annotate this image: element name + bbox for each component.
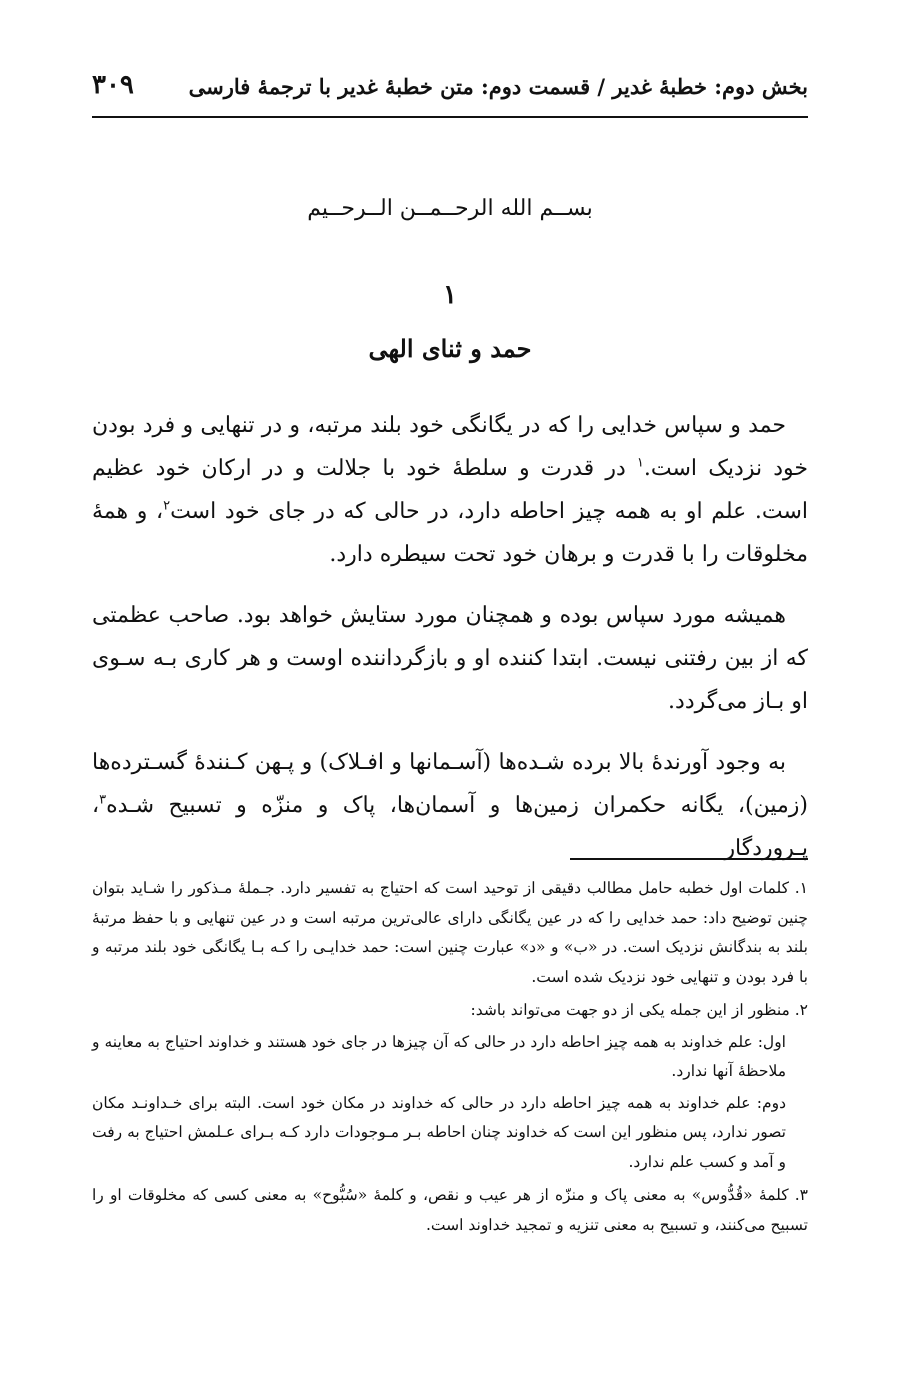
footnote-rule xyxy=(570,858,808,860)
footnote-3: ۳. کلمهٔ «قُدُّوس» به معنی پاک و منزّه از هر عیب و نقص، و کلمهٔ «سُبُّوح» به معنی کسی که مخلوقات او را تسبیح می‌کنند، و تسبیح به معنی تنزیه و تمجید خداوند است. xyxy=(92,1186,808,1234)
section-title: حمد و ثنای الهی xyxy=(368,334,532,363)
footnote-ref-3[interactable]: ۳ xyxy=(99,792,107,808)
footnote-ref-2[interactable]: ۲ xyxy=(163,498,171,514)
paragraph-1-part-3: ، و همهٔ مخلوقات را با قدرت و برهان خود تحت سیطره دارد. xyxy=(92,499,808,567)
section-number: ۱ xyxy=(443,280,457,310)
paragraph-3-part-1: به وجود آورندهٔ بالا برده شـده‌ها (آسـمانها و افـلاک) و پـهن کـنندهٔ گسـترده‌ها (زمین)، یگانه حکمران زمین‌ها و آسمان‌ها، پاک و منزّه و تسبیح شـده xyxy=(92,750,808,818)
body-text xyxy=(92,404,808,888)
paragraph-3-part-2: ، پـروردگار xyxy=(92,793,808,861)
paragraph-1-part-2: در قدرت و سلطهٔ خود با جلالت و در ارکان خود عظیم است. علم او به همه چیز احاطه دارد، در حالی که در جای خود است xyxy=(92,456,809,524)
paragraph-3 xyxy=(92,741,808,870)
footnote-2-second: دوم: علم خداوند به همه چیز احاطه دارد در حالی که خداوند در مکان خود است. البته برای خـداونـد مکان تصور ندارد، پس منظور این است که خداوند چنان احاطه بـر مـوجودات دارد کـه بـرای عـلمش احتیاج به رفت و آمد و کسب علم ندارد. xyxy=(92,1093,786,1171)
paragraph-1 xyxy=(92,404,808,576)
paragraph-1-part-1: حمد و سپاس خدایی را که در یگانگی خود بلند مرتبه، و در تنهایی و فرد بودن خود نزدیک است. xyxy=(92,413,809,481)
footnote-ref-1[interactable]: ۱ xyxy=(636,455,644,471)
page-number: ۳۰۹ xyxy=(92,70,134,100)
footnotes xyxy=(92,874,808,1244)
basmala: بســم الله الرحــمــن الــرحــيم xyxy=(307,196,593,221)
header-title: بخش دوم: خطبهٔ غدیر / قسمت دوم: متن خطبهٔ غدیر با ترجمهٔ فارسی xyxy=(188,74,808,99)
header-rule xyxy=(92,116,808,118)
footnote-1: ۱. کلمات اول خطبه حامل مطالب دقیقی از توحید است که احتیاج به تفسیر دارد. جـملهٔ مـذکور را شـاید بتوان چنین توضیح داد: حمد خدایی را که در عین یگانگی دارای عالی‌ترین مرتبه است و در عین تنهایی و با حفظ مرتبهٔ بلند به بندگانش نزدیک است. در «ب» و «د» عبارت چنین است: حمد خدایـی را کـه بـا یگانگی خود بلند مرتبه و با فرد بودن و تنهایی خود نزدیک شده است. xyxy=(92,879,808,986)
running-header xyxy=(92,70,808,110)
footnote-2-intro: ۲. منظور از این جمله یکی از دو جهت می‌تواند باشد: xyxy=(470,1001,808,1019)
footnote-2-first: اول: علم خداوند به همه چیز احاطه دارد در حالی که آن چیزها در جای خود هستند و خداوند احتیاج به معاینه و ملاحظهٔ آنها ندارد. xyxy=(92,1032,786,1080)
paragraph-2: همیشه مورد سپاس بوده و همچنان مورد ستایش خواهد بود. صاحب عظمتی که از بین رفتنی نیست. ابتدا کننده او و بازگرداننده اوست و هر کاری بـه سـوی او بـاز می‌گردد. xyxy=(92,603,808,714)
footnote-2 xyxy=(92,996,808,1177)
